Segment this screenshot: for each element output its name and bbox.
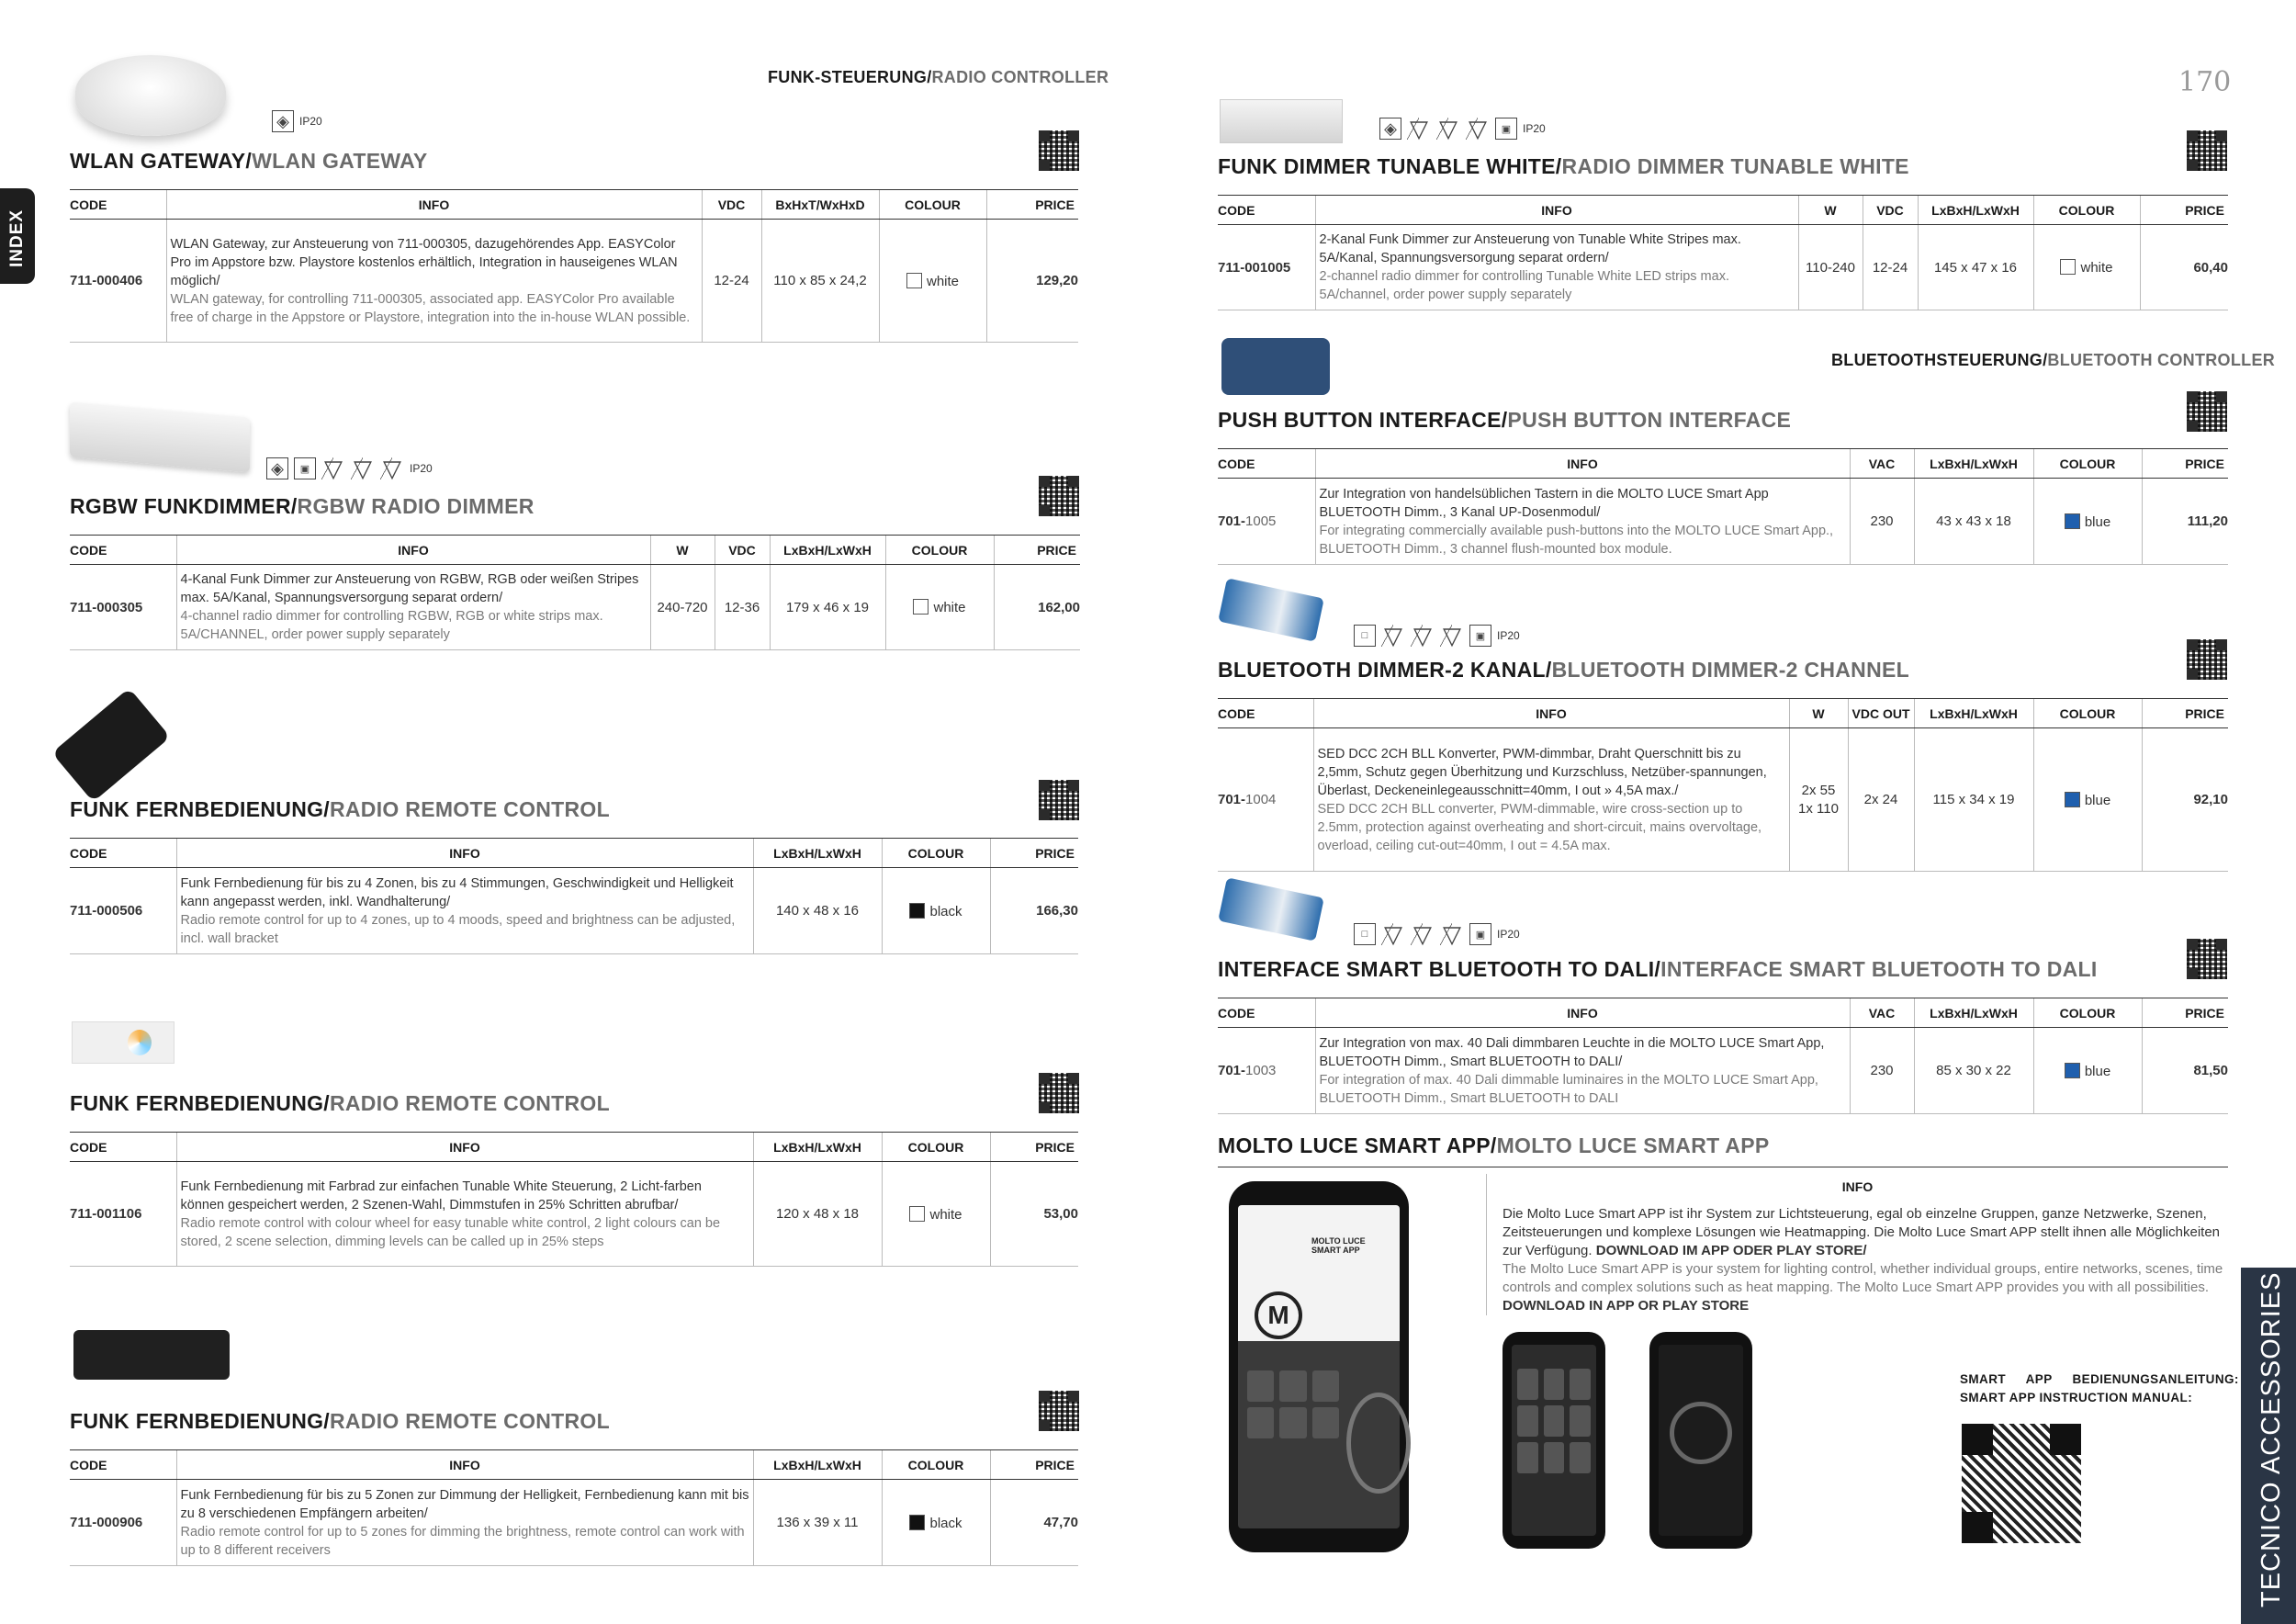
phone-app-home-image: M MOLTO LUCE SMART APP [1229,1181,1409,1552]
certification-icons [266,457,433,479]
m-mark-icon [1381,923,1405,945]
colour-swatch [913,599,929,615]
colour-swatch [909,903,925,919]
product-table-bluetooth-to-dali: CODE INFO VAC LxBxH/LxWxH COLOUR PRICE 701-1003 Zur Integration von max. 40 Dali dimmbaren Leuchte in die MOLTO LUCE Smart App, BLUETOOTH Dimm., Smart BLUETOOTH to DALI/ For integration of max. 40 Dali dimmable luminaires in the MOLTO LUCE Smart App, BLUETOOTH Dimm., Smart BLUETOOTH to DALI 230 85 x 30 x 22 blue 81,50 [1218,998,2228,1114]
qr-code-icon[interactable] [1039,780,1079,820]
qr-code-icon[interactable] [2187,939,2227,979]
colour-swatch [909,1515,925,1530]
manual-qr-code-icon[interactable] [1962,1424,2081,1543]
ip20-label: IP20 [410,462,433,475]
product-code: 711-000506 [70,868,176,954]
qr-code-icon[interactable] [2187,639,2227,680]
product-table-wlan-gateway: CODE INFO VDC BxHxT/WxHxD COLOUR PRICE 711-000406 WLAN Gateway, zur Ansteuerung von 711-000305, dazugehörendes App. EASYColor Pro im Appstore bzw. Playstore kostenlos erhältlich, Integration in hauseigenes WLAN möglich/ WLAN gateway, for controlling 711-000305, associated app. EASYColor Pro available free of charge in the Appstore or Playstore, integration into the in-house WLAN possible. 12-24 110 x 85 x 24,2 white 129,20 [70,189,1078,343]
product-title-radio-remote-1: FUNK FERNBEDIENUNG/RADIO REMOTE CONTROL [70,797,610,821]
m-mark-icon [351,457,375,479]
f-mark-icon [1440,923,1464,945]
product-table-radio-remote-1: CODE INFO LxBxH/LxWxH COLOUR PRICE 711-000506 Funk Fernbedienung für bis zu 4 Zonen, bis zu 4 Stimmungen, Geschwindigkeit und Helligkeit kann angepasst werden, inkl. Wandhalterung/ Radio remote control for up to 4 zones, up to 4 moods, speed and brightness can be adjusted, incl. wall bracket 140 x 48 x 16 black 166,30 [70,838,1078,954]
manual-label: SMART APP BEDIENUNGSANLEITUNG: SMART APP INSTRUCTION MANUAL: [1960,1372,2239,1404]
rgbw-dimmer-image [70,401,250,472]
product-table-radio-remote-3: CODE INFO LxBxH/LxWxH COLOUR PRICE 711-000906 Funk Fernbedienung für bis zu 5 Zonen zur Dimmung der Helligkeit, Fernbedienung kann mit bis zu 8 verschiedenen Empfängern arbeiten/ Radio remote control for up to 5 zones for dimming the brightness, remote control can work with up to 8 different receivers 136 x 39 x 11 black 47,70 [70,1449,1078,1566]
product-code: 711-000906 [70,1480,176,1566]
product-title-bluetooth-dimmer: BLUETOOTH DIMMER-2 KANAL/BLUETOOTH DIMMER-2 CHANNEL [1218,658,1909,682]
colour-swatch [906,273,922,288]
product-title-tunable-white: FUNK DIMMER TUNABLE WHITE/RADIO DIMMER TUNABLE WHITE [1218,154,1909,178]
product-code: 711-001005 [1218,225,1315,310]
converter-icon: ▣ [1469,923,1491,945]
table-row: 711-000506 Funk Fernbedienung für bis zu 4 Zonen, bis zu 4 Stimmungen, Geschwindigkeit und Helligkeit kann angepasst werden, inkl. Wandhalterung/ Radio remote control for up to 4 zones, up to 4 moods, speed and brightness can be adjusted, incl. wall bracket 140 x 48 x 16 black 166,30 [70,868,1078,954]
product-title-radio-remote-2: FUNK FERNBEDIENUNG/RADIO REMOTE CONTROL [70,1091,610,1115]
wlan-gateway-image [75,55,226,136]
product-table-radio-remote-2: CODE INFO LxBxH/LxWxH COLOUR PRICE 711-001106 Funk Fernbedienung mit Farbrad zur einfachen Tunable White Steuerung, 2 Licht-farben können gespeichert werden, 2 Szenen-Wahl, Dimmstufen in 25% Schritten abrufbar/ Radio remote control with colour wheel for easy tunable white control, 2 light colours can be stored, 2 scene selection, dimming levels can be called up in 25% steps 120 x 48 x 18 white 53,00 [70,1132,1078,1267]
molto-luce-logo-icon: M [1255,1291,1302,1339]
divider [1486,1174,1487,1315]
ip20-label: IP20 [1497,928,1520,941]
remote-control-image [51,688,170,802]
certification-icons [1379,118,1546,140]
qr-code-icon[interactable] [1039,1073,1079,1113]
push-button-interface-image [1221,338,1330,395]
qr-code-icon[interactable] [2187,391,2227,432]
certification-icons [1354,625,1520,647]
class-iii-icon [272,110,294,132]
product-title-push-button-interface: PUSH BUTTON INTERFACE/PUSH BUTTON INTERFACE [1218,408,1792,432]
colour-swatch [2065,513,2080,529]
product-code: 711-000305 [70,565,176,650]
product-code: 711-000406 [70,220,166,343]
product-table-push-button-interface: CODE INFO VAC LxBxH/LxWxH COLOUR PRICE 701-1005 Zur Integration von handelsüblichen Tastern in die MOLTO LUCE Smart App BLUETOOTH Dimm., 3 Kanal UP-Dosenmodul/ For integrating commercially available push-buttons into the MOLTO LUCE Smart App., BLUETOOTH Dimm., 3 channel flush-mounted box module. 230 43 x 43 x 18 blue 111,20 [1218,448,2228,565]
tunable-white-dimmer-image [1220,99,1343,143]
class-iii-icon: □ [1354,923,1376,945]
table-row: 701-1005 Zur Integration von handelsüblichen Tastern in die MOLTO LUCE Smart App BLUETOOTH Dimm., 3 Kanal UP-Dosenmodul/ For integrating commercially available push-buttons into the MOLTO LUCE Smart App., BLUETOOTH Dimm., 3 channel flush-mounted box module. 230 43 x 43 x 18 blue 111,20 [1218,479,2228,565]
phone-app-dial-image [1649,1332,1752,1549]
table-row: 711-000406 WLAN Gateway, zur Ansteuerung von 711-000305, dazugehörendes App. EASYColor Pro im Appstore bzw. Playstore kostenlos erhältlich, Integration in hauseigenes WLAN möglich/ WLAN gateway, for controlling 711-000305, associated app. EASYColor Pro available free of charge in the Appstore or Playstore, integration into the in-house WLAN possible. 12-24 110 x 85 x 24,2 white 129,20 [70,220,1078,343]
ip20-label: IP20 [1497,629,1520,642]
table-row: 701-1003 Zur Integration von max. 40 Dali dimmbaren Leuchte in die MOLTO LUCE Smart App, BLUETOOTH Dimm., Smart BLUETOOTH to DALI/ For integration of max. 40 Dali dimmable luminaires in the MOLTO LUCE Smart App, BLUETOOTH Dimm., Smart BLUETOOTH to DALI 230 85 x 30 x 22 blue 81,50 [1218,1028,2228,1114]
colour-swatch [909,1206,925,1222]
product-code: 701-1003 [1218,1028,1315,1114]
f-mark-icon [1466,118,1490,140]
certification-icons [1354,923,1520,945]
table-row: 711-001005 2-Kanal Funk Dimmer zur Ansteuerung von Tunable White Stripes max. 5A/Kanal, Spannungsversorgung separat ordern/ 2-channel radio dimmer for controlling Tunable White LED strips max. 5A/channel, order power supply separately 110-240 12-24 145 x 47 x 16 white 60,40 [1218,225,2228,310]
qr-code-icon[interactable] [1039,1391,1079,1431]
class-iii-icon [266,457,288,479]
f-mark-icon [1440,625,1464,647]
m-mark-icon [1407,118,1431,140]
table-row: 711-000305 4-Kanal Funk Dimmer zur Ansteuerung von RGBW, RGB oder weißen Stripes max. 5A/Kanal, Spannungsversorgung separat ordern/ 4-channel radio dimmer for controlling RGBW, RGB or white strips max. 5A/CHANNEL, order power supply separately 240-720 12-36 179 x 46 x 19 white 162,00 [70,565,1080,650]
colour-swatch [2060,259,2076,275]
product-title-radio-remote-3: FUNK FERNBEDIENUNG/RADIO REMOTE CONTROL [70,1409,610,1433]
table-row: 711-001106 Funk Fernbedienung mit Farbrad zur einfachen Tunable White Steuerung, 2 Licht-farben können gespeichert werden, 2 Szenen-Wahl, Dimmstufen in 25% Schritten abrufbar/ Radio remote control with colour wheel for easy tunable white control, 2 light colours can be stored, 2 scene selection, dimming levels can be called up in 25% steps 120 x 48 x 18 white 53,00 [70,1162,1078,1267]
m-mark-icon [1411,923,1435,945]
category-radio-controller: FUNK-STEUERUNG/RADIO CONTROLLER [768,68,1109,86]
remote-control-colour-wheel-image [72,1021,174,1064]
product-code: 701-1004 [1218,728,1313,872]
m-mark-icon [1436,118,1460,140]
class-iii-icon [1379,118,1401,140]
bluetooth-dimmer-image [1218,578,1324,641]
converter-icon: ▣ [1469,625,1491,647]
m-mark-icon [1381,625,1405,647]
ip20-label: IP20 [299,115,322,128]
certification-icons [272,110,322,132]
product-table-bluetooth-dimmer: CODE INFO W VDC OUT LxBxH/LxWxH COLOUR PRICE 701-1004 SED DCC 2CH BLL Konverter, PWM-dimmbar, Draht Querschnitt bis zu 2,5mm, Schutz gegen Überhitzung und Kurzschluss, Netzüber-spannungen, Überlast, Deckeneinlegeausschnitt=40mm, I out » 4,5A max./ SED DCC 2CH BLL converter, PWM-dimmable, wire cross-section up to 2.5mm, protection against overheating and short-circuit, mains overvoltage, overload, ceiling cut-out=40mm, I out = 4.5A max. 2x 55 1x 110 2x 24 115 x 34 x 19 blue 92,10 [1218,698,2228,872]
index-tab[interactable]: INDEX [0,188,35,284]
converter-icon: ▣ [294,457,316,479]
table-row: 711-000906 Funk Fernbedienung für bis zu 5 Zonen zur Dimmung der Helligkeit, Fernbedienung kann mit bis zu 8 verschiedenen Empfängern arbeiten/ Radio remote control for up to 5 zones for dimming the brightness, remote control can work with up to 8 different receivers 136 x 39 x 11 black 47,70 [70,1480,1078,1566]
product-table-rgbw-dimmer: CODE INFO W VDC LxBxH/LxWxH COLOUR PRICE 711-000305 4-Kanal Funk Dimmer zur Ansteuerung von RGBW, RGB oder weißen Stripes max. 5A/Kanal, Spannungsversorgung separat ordern/ 4-channel radio dimmer for controlling RGBW, RGB or white strips max. 5A/CHANNEL, order power supply separately 240-720 12-36 179 x 46 x 19 white 162,00 [70,535,1080,650]
phone-app-grid-image [1503,1332,1605,1549]
m-mark-icon [321,457,345,479]
ip20-label: IP20 [1523,122,1546,135]
product-table-tunable-white: CODE INFO W VDC LxBxH/LxWxH COLOUR PRICE 711-001005 2-Kanal Funk Dimmer zur Ansteuerung von Tunable White Stripes max. 5A/Kanal, Spannungsversorgung separat ordern/ 2-channel radio dimmer for controlling Tunable White LED strips max. 5A/channel, order power supply separately 110-240 12-24 145 x 47 x 16 white 60,40 [1218,195,2228,310]
product-title-wlan-gateway: WLAN GATEWAY/WLAN GATEWAY [70,149,428,173]
table-row: 701-1004 SED DCC 2CH BLL Konverter, PWM-dimmbar, Draht Querschnitt bis zu 2,5mm, Schutz gegen Überhitzung und Kurzschluss, Netzüber-spannungen, Überlast, Deckeneinlegeausschnitt=40mm, I out » 4,5A max./ SED DCC 2CH BLL converter, PWM-dimmable, wire cross-section up to 2.5mm, protection against overheating and short-circuit, mains overvoltage, overload, ceiling cut-out=40mm, I out = 4.5A max. 2x 55 1x 110 2x 24 115 x 34 x 19 blue 92,10 [1218,728,2228,872]
category-bluetooth-controller: BLUETOOTHSTEUERUNG/BLUETOOTH CONTROLLER [1831,351,2276,369]
app-description: Die Molto Luce Smart APP ist ihr System zur Lichtsteuerung, egal ob einzelne Gruppen, ganze Netzwerke, Szenen, Zeitsteuerungen und komplexe Lösungen wie Heatmapping. Die Molto Luce Smart APP stellt ihnen alle Möglichkeiten zur Verfügung. DOWNLOAD IM APP ODER PLAY STORE/ The Molto Luce Smart APP is your system for lighting control, whether individual groups, entire networks, scenes, time controls and complex solutions such as heat mapping. The Molto Luce Smart APP provides you with all possibilities. DOWNLOAD IN APP OR PLAY STORE [1503,1206,2223,1314]
converter-icon: ▣ [1495,118,1517,140]
section-tab-tecnico-accessories[interactable]: TECNICO ACCESSORIES [2241,1268,2296,1624]
product-code: 701-1005 [1218,479,1315,565]
f-mark-icon [380,457,404,479]
colour-swatch [2065,1063,2080,1078]
colour-swatch [2065,792,2080,807]
app-info-header: INFO [1486,1176,2228,1201]
qr-code-icon[interactable] [1039,130,1079,171]
bluetooth-dali-interface-image [1218,877,1324,941]
qr-code-icon[interactable] [2187,130,2227,171]
page-number: 170 [2178,66,2232,98]
section-title-smart-app: MOLTO LUCE SMART APP/MOLTO LUCE SMART APP [1218,1133,1770,1157]
class-iii-icon: □ [1354,625,1376,647]
remote-control-5-zone-image [73,1330,230,1380]
m-mark-icon [1411,625,1435,647]
product-code: 711-001106 [70,1162,176,1267]
qr-code-icon[interactable] [1039,476,1079,516]
product-title-rgbw-dimmer: RGBW FUNKDIMMER/RGBW RADIO DIMMER [70,494,535,518]
product-title-bluetooth-to-dali: INTERFACE SMART BLUETOOTH TO DALI/INTERFACE SMART BLUETOOTH TO DALI [1218,957,2098,981]
